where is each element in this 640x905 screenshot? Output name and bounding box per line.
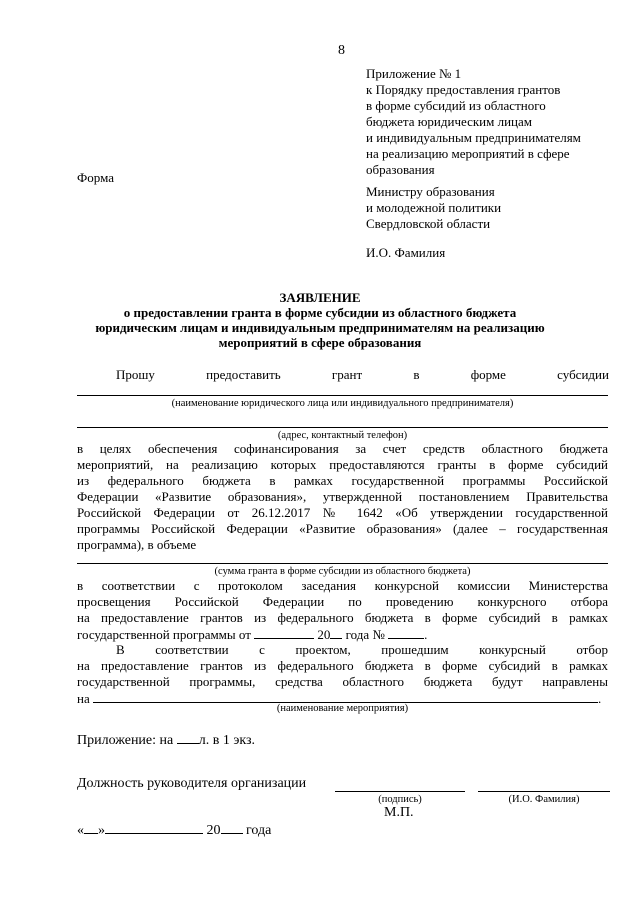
- appendix-line: в форме субсидий из областного: [366, 98, 546, 113]
- protocol-line: на предоставление грантов из федерального бюджета в форме субсидий в рамках: [77, 610, 608, 625]
- purpose-line: мероприятий, на реализацию которых предоставляются гранты в форме субсидий: [77, 457, 608, 472]
- signature-field[interactable]: [335, 791, 465, 792]
- appendix-line: бюджета юридическим лицам: [366, 114, 533, 129]
- amount-caption: (сумма гранта в форме субсидии из областного бюджета): [214, 566, 471, 577]
- attachment-pages-field[interactable]: [177, 731, 199, 744]
- project-word: конкурсный: [479, 642, 546, 657]
- stamp-label: М.П.: [384, 805, 414, 820]
- protocol-date-field[interactable]: [254, 626, 314, 639]
- project-line: государственной программы, средства областного бюджета будут направлены: [77, 674, 608, 689]
- appendix-line: образования: [366, 162, 435, 177]
- protocol-number-label: года №: [345, 627, 385, 642]
- protocol-date-line: [77, 626, 427, 643]
- protocol-number-field[interactable]: [388, 626, 424, 639]
- entity-caption: (наименование юридического лица или индивидуального предпринимателя): [171, 398, 514, 409]
- appendix-line: к Порядку предоставления грантов: [366, 82, 561, 97]
- request-word: в: [413, 367, 420, 382]
- title-line: о предоставлении гранта в форме субсидии из областного бюджета: [123, 305, 517, 320]
- event-caption: (наименование мероприятия): [276, 703, 409, 714]
- year-field[interactable]: [221, 821, 243, 834]
- date-year: 20: [206, 823, 221, 838]
- addressee-name: И.О. Фамилия: [366, 245, 446, 260]
- request-word: Прошу: [116, 367, 155, 382]
- date-suffix: года: [246, 823, 272, 838]
- protocol-year: 20: [317, 627, 331, 642]
- project-word: В: [116, 642, 125, 657]
- address-field[interactable]: [77, 427, 608, 428]
- project-word: проектом,: [295, 642, 351, 657]
- protocol-line: просвещения Российской Федерации по проведению конкурсного отбора: [77, 594, 608, 609]
- request-line: [116, 367, 609, 383]
- purpose-line: в целях обеспечения софинансирования за счет средств областного бюджета: [77, 441, 608, 456]
- addressee-line: Министру образования: [366, 184, 495, 199]
- project-word: прошедшим: [381, 642, 449, 657]
- project-word: соответствии: [155, 642, 229, 657]
- addressee-line: Свердловской области: [366, 216, 491, 231]
- request-word: форме: [470, 367, 506, 382]
- purpose-line: программа), в объеме: [77, 537, 197, 552]
- project-word: отбор: [576, 642, 608, 657]
- date-line: [77, 821, 271, 839]
- form-label: Форма: [77, 170, 114, 185]
- appendix-line: на реализацию мероприятий в сфере: [366, 146, 570, 161]
- project-first-line: [116, 642, 608, 658]
- purpose-line: Федерации «Развитие образования», утвержденной постановлением Правительства: [77, 489, 608, 504]
- protocol-prefix: государственной программы от: [77, 627, 251, 642]
- addressee-block: [366, 184, 501, 232]
- title-line: юридическим лицам и индивидуальным предпринимателям на реализацию: [95, 320, 545, 335]
- attachment-suffix: л. в 1 экз.: [198, 733, 256, 748]
- project-word: с: [259, 642, 265, 657]
- request-word: предоставить: [206, 367, 281, 382]
- grant-amount-field[interactable]: [77, 563, 608, 564]
- page-number: 8: [338, 43, 345, 58]
- entity-name-field[interactable]: [77, 395, 608, 396]
- fullname-caption: (И.О. Фамилия): [508, 794, 580, 805]
- purpose-line: из федерального бюджета в рамках государственной программы Российской: [77, 473, 608, 488]
- date-open: «: [77, 823, 84, 838]
- appendix-block: [366, 66, 581, 178]
- protocol-end: .: [424, 627, 428, 642]
- appendix-line: Приложение № 1: [366, 66, 462, 81]
- project-line: на предоставление грантов из федерального бюджета в форме субсидий в рамках: [77, 658, 608, 673]
- purpose-line: Российской Федерации от 26.12.2017 № 1642 «Об утверждении государственной: [77, 505, 608, 520]
- address-caption: (адрес, контактный телефон): [277, 430, 408, 441]
- event-end: .: [597, 691, 602, 706]
- protocol-year-field[interactable]: [330, 626, 342, 639]
- month-field[interactable]: [105, 821, 203, 834]
- attachment-prefix: Приложение: на: [77, 733, 174, 748]
- event-prefix: на: [77, 691, 90, 706]
- signature-caption: (подпись): [378, 794, 422, 805]
- appendix-line: и индивидуальным предпринимателям: [366, 130, 581, 145]
- request-word: грант: [331, 367, 363, 382]
- title-line: мероприятий в сфере образования: [218, 335, 422, 350]
- position-label: Должность руководителя организации: [77, 776, 307, 791]
- event-name-field[interactable]: [93, 690, 598, 703]
- purpose-line: программы Российской Федерации «Развитие образования» (далее – государственная: [77, 521, 608, 536]
- date-close: »: [98, 823, 105, 838]
- attachment-line: [77, 731, 255, 749]
- fullname-field[interactable]: [478, 791, 610, 792]
- protocol-line: в соответствии с протоколом заседания конкурсной комиссии Министерства: [77, 578, 608, 593]
- addressee-line: и молодежной политики: [366, 200, 502, 215]
- document-title: ЗАЯВЛЕНИЕ: [279, 290, 361, 305]
- day-field[interactable]: [84, 821, 98, 834]
- request-word: субсидии: [557, 367, 609, 382]
